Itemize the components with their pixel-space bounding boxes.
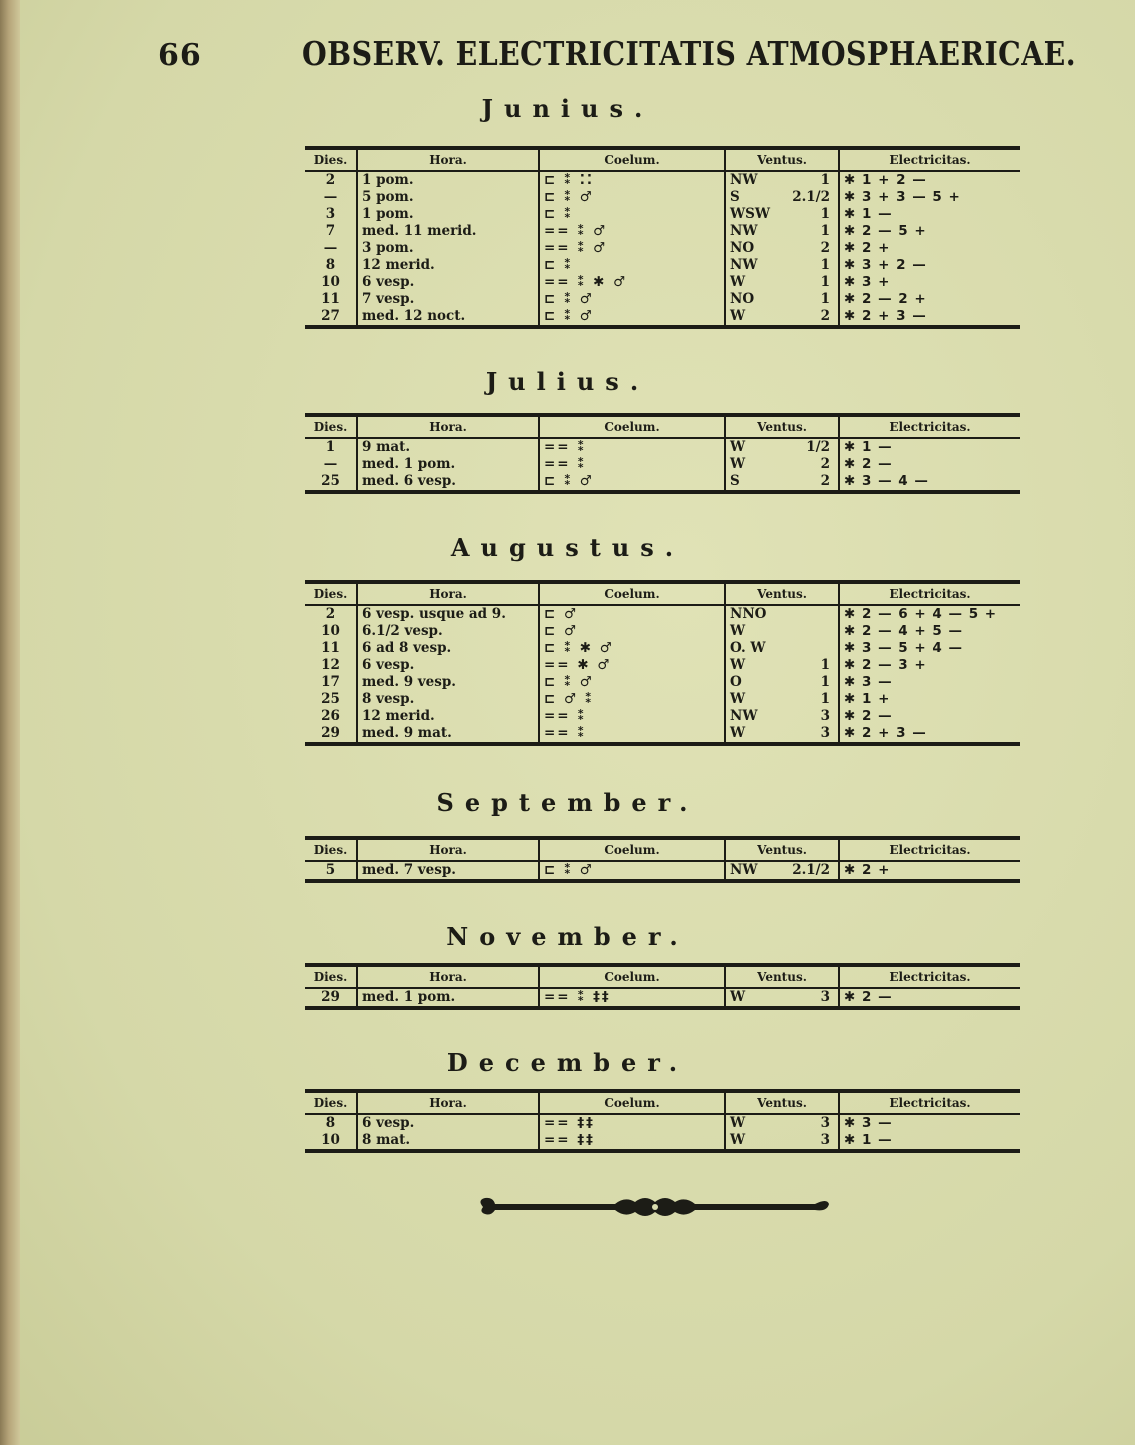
cell-hora: med. 12 noct.	[357, 308, 539, 327]
wind-force: 3	[820, 708, 830, 724]
cell-ventus	[725, 308, 839, 327]
wind-direction: NO	[730, 291, 755, 307]
wind-force: 2	[820, 308, 830, 324]
page-number: 66	[158, 38, 202, 73]
cell-electricitas: ✱ 1 +	[839, 691, 1020, 708]
cell-ventus	[725, 171, 839, 189]
column-header-ventus: Ventus.	[725, 965, 839, 988]
cell-coelum: == ⁑	[539, 456, 725, 473]
cell-electricitas: ✱ 2 — 5 +	[839, 223, 1020, 240]
column-header-coelum: Coelum.	[539, 415, 725, 438]
wind-direction: W	[730, 691, 746, 707]
cell-coelum: ⊏ ⁑ ⁚⁚	[539, 171, 725, 189]
cell-hora: 5 pom.	[357, 189, 539, 206]
wind-force: 1	[820, 657, 830, 673]
cell-electricitas: ✱ 2 — 3 +	[839, 657, 1020, 674]
column-header-coelum: Coelum.	[539, 148, 725, 171]
cell-coelum: == ‡‡	[539, 1114, 725, 1132]
table-december	[305, 1089, 1020, 1153]
cell-electricitas: ✱ 3 —	[839, 1114, 1020, 1132]
cell-electricitas: ✱ 1 —	[839, 206, 1020, 223]
cell-electricitas: ✱ 2 + 3 —	[839, 725, 1020, 744]
cell-coelum: == ⁑	[539, 708, 725, 725]
wind-force: 1/2	[806, 439, 830, 455]
cell-dies: —	[323, 189, 338, 205]
cell-dies: 10	[321, 274, 340, 290]
cell-ventus	[725, 456, 839, 473]
cell-hora: med. 1 pom.	[357, 988, 539, 1008]
cell-coelum: ⊏ ⁑	[539, 206, 725, 223]
table-row	[305, 725, 1020, 744]
table-row	[305, 308, 1020, 327]
cell-electricitas: ✱ 3 —	[839, 674, 1020, 691]
cell-coelum: == ⁑	[539, 725, 725, 744]
column-header-hora: Hora.	[357, 965, 539, 988]
column-header-dies: Dies.	[305, 582, 357, 605]
table-row	[305, 223, 1020, 240]
cell-coelum: ⊏ ⁑ ✱ ♂	[539, 640, 725, 657]
cell-hora: 7 vesp.	[357, 291, 539, 308]
column-header-dies: Dies.	[305, 838, 357, 861]
wind-direction: O. W	[730, 640, 766, 656]
cell-ventus	[725, 861, 839, 881]
column-header-ventus: Ventus.	[725, 415, 839, 438]
table-header-row	[305, 582, 1020, 605]
wind-force: 1	[820, 291, 830, 307]
table-row	[305, 1132, 1020, 1151]
cell-ventus	[725, 640, 839, 657]
wind-direction: O	[730, 674, 742, 690]
cell-hora: 9 mat.	[357, 438, 539, 456]
column-header-hora: Hora.	[357, 415, 539, 438]
column-header-dies: Dies.	[305, 415, 357, 438]
column-header-electricitas: Electricitas.	[839, 838, 1020, 861]
column-header-electricitas: Electricitas.	[839, 582, 1020, 605]
cell-dies: 3	[325, 206, 336, 222]
wind-direction: NW	[730, 223, 758, 239]
cell-ventus	[725, 223, 839, 240]
cell-dies: 26	[321, 708, 340, 724]
cell-electricitas: ✱ 3 + 2 —	[839, 257, 1020, 274]
cell-dies: 5	[325, 862, 336, 878]
cell-hora: 12 merid.	[357, 708, 539, 725]
cell-electricitas: ✱ 3 — 5 + 4 —	[839, 640, 1020, 657]
table-row	[305, 605, 1020, 623]
wind-force: 3	[820, 1132, 830, 1148]
cell-dies: —	[323, 240, 338, 256]
cell-hora: med. 11 merid.	[357, 223, 539, 240]
column-header-coelum: Coelum.	[539, 965, 725, 988]
column-header-ventus: Ventus.	[725, 838, 839, 861]
cell-hora: 6 vesp. usque ad 9.	[357, 605, 539, 623]
wind-direction: S	[730, 189, 740, 205]
table-row	[305, 456, 1020, 473]
wind-direction: W	[730, 274, 746, 290]
wind-force: 1	[820, 691, 830, 707]
cell-electricitas: ✱ 2 + 3 —	[839, 308, 1020, 327]
column-header-dies: Dies.	[305, 148, 357, 171]
cell-dies: 8	[325, 257, 336, 273]
table-header-row	[305, 1091, 1020, 1114]
wind-force: 1	[820, 223, 830, 239]
column-header-electricitas: Electricitas.	[839, 1091, 1020, 1114]
month-title-november: November.	[446, 922, 689, 951]
cell-coelum: ⊏ ⁑ ♂	[539, 308, 725, 327]
table-row	[305, 189, 1020, 206]
ornament-flourish-icon	[475, 1192, 835, 1222]
wind-force: 1	[820, 172, 830, 188]
cell-coelum: == ⁑ ✱ ♂	[539, 274, 725, 291]
wind-force: 1	[820, 674, 830, 690]
cell-ventus	[725, 605, 839, 623]
cell-hora: med. 6 vesp.	[357, 473, 539, 492]
cell-ventus	[725, 240, 839, 257]
cell-dies: 2	[325, 172, 336, 188]
wind-direction: W	[730, 456, 746, 472]
table-november	[305, 963, 1020, 1010]
cell-electricitas: ✱ 2 — 6 + 4 — 5 +	[839, 605, 1020, 623]
wind-direction: W	[730, 623, 746, 639]
table-row	[305, 473, 1020, 492]
table-julius	[305, 413, 1020, 494]
cell-hora: 1 pom.	[357, 206, 539, 223]
wind-direction: W	[730, 989, 746, 1005]
column-header-electricitas: Electricitas.	[839, 415, 1020, 438]
cell-electricitas: ✱ 2 +	[839, 861, 1020, 881]
cell-dies: 29	[321, 725, 340, 741]
cell-ventus	[725, 1114, 839, 1132]
column-header-coelum: Coelum.	[539, 582, 725, 605]
cell-dies: 10	[321, 1132, 340, 1148]
cell-dies: 2	[325, 606, 336, 622]
wind-direction: NO	[730, 240, 755, 256]
cell-dies: 29	[321, 989, 340, 1005]
table-row	[305, 691, 1020, 708]
table-row	[305, 274, 1020, 291]
table-row	[305, 291, 1020, 308]
cell-hora: med. 9 vesp.	[357, 674, 539, 691]
cell-electricitas: ✱ 1 + 2 —	[839, 171, 1020, 189]
wind-force: 2	[820, 240, 830, 256]
wind-direction: W	[730, 725, 746, 741]
cell-hora: 8 mat.	[357, 1132, 539, 1151]
column-header-hora: Hora.	[357, 148, 539, 171]
table-row	[305, 623, 1020, 640]
cell-hora: 3 pom.	[357, 240, 539, 257]
cell-coelum: ⊏ ⁑ ♂	[539, 674, 725, 691]
cell-ventus	[725, 691, 839, 708]
wind-direction: W	[730, 657, 746, 673]
cell-electricitas: ✱ 2 — 4 + 5 —	[839, 623, 1020, 640]
cell-dies: 11	[321, 640, 340, 656]
cell-dies: 10	[321, 623, 340, 639]
cell-ventus	[725, 274, 839, 291]
page-header	[0, 30, 1135, 86]
column-header-hora: Hora.	[357, 838, 539, 861]
table-row	[305, 708, 1020, 725]
column-header-dies: Dies.	[305, 1091, 357, 1114]
cell-coelum: ⊏ ⁑ ♂	[539, 473, 725, 492]
cell-ventus	[725, 291, 839, 308]
month-title-augustus: Augustus.	[450, 533, 685, 562]
column-header-ventus: Ventus.	[725, 148, 839, 171]
wind-force: 3	[820, 989, 830, 1005]
cell-electricitas: ✱ 2 —	[839, 456, 1020, 473]
cell-coelum: == ‡‡	[539, 1132, 725, 1151]
month-title-junius: Junius.	[481, 94, 654, 123]
cell-coelum: == ⁑ ♂	[539, 240, 725, 257]
cell-coelum: ⊏ ♂	[539, 605, 725, 623]
column-header-ventus: Ventus.	[725, 1091, 839, 1114]
wind-force: 3	[820, 1115, 830, 1131]
wind-direction: W	[730, 1132, 746, 1148]
wind-direction: NNO	[730, 606, 767, 622]
cell-electricitas: ✱ 2 +	[839, 240, 1020, 257]
page-binding	[0, 0, 20, 1445]
cell-electricitas: ✱ 2 —	[839, 988, 1020, 1008]
wind-direction: W	[730, 439, 746, 455]
cell-dies: 11	[321, 291, 340, 307]
cell-coelum: ⊏ ⁑	[539, 257, 725, 274]
cell-electricitas: ✱ 2 —	[839, 708, 1020, 725]
month-title-julius: Julius.	[485, 367, 650, 396]
table-row	[305, 674, 1020, 691]
table-header-row	[305, 415, 1020, 438]
cell-dies: 1	[325, 439, 336, 455]
cell-electricitas: ✱ 3 — 4 —	[839, 473, 1020, 492]
table-row	[305, 171, 1020, 189]
column-header-hora: Hora.	[357, 1091, 539, 1114]
cell-hora: 8 vesp.	[357, 691, 539, 708]
cell-electricitas: ✱ 1 —	[839, 1132, 1020, 1151]
cell-ventus	[725, 473, 839, 492]
cell-coelum: == ⁑ ♂	[539, 223, 725, 240]
cell-ventus	[725, 725, 839, 744]
cell-ventus	[725, 708, 839, 725]
cell-dies: 17	[321, 674, 340, 690]
cell-hora: 6 ad 8 vesp.	[357, 640, 539, 657]
cell-coelum: ⊏ ♂	[539, 623, 725, 640]
cell-electricitas: ✱ 3 +	[839, 274, 1020, 291]
wind-direction: S	[730, 473, 740, 489]
cell-coelum: == ⁑	[539, 438, 725, 456]
cell-coelum: ⊏ ⁑ ♂	[539, 291, 725, 308]
cell-dies: 27	[321, 308, 340, 324]
cell-dies: 8	[325, 1115, 336, 1131]
cell-ventus	[725, 674, 839, 691]
cell-coelum: ⊏ ♂ ⁑	[539, 691, 725, 708]
wind-force: 2.1/2	[792, 862, 830, 878]
cell-dies: —	[323, 456, 338, 472]
wind-direction: W	[730, 308, 746, 324]
table-row	[305, 640, 1020, 657]
wind-force: 2	[820, 473, 830, 489]
column-header-hora: Hora.	[357, 582, 539, 605]
cell-ventus	[725, 438, 839, 456]
table-row	[305, 988, 1020, 1008]
cell-hora: 6 vesp.	[357, 274, 539, 291]
cell-hora: 6 vesp.	[357, 1114, 539, 1132]
cell-electricitas: ✱ 3 + 3 — 5 +	[839, 189, 1020, 206]
cell-dies: 12	[321, 657, 340, 673]
wind-direction: WSW	[730, 206, 771, 222]
table-header-row	[305, 965, 1020, 988]
cell-dies: 25	[321, 473, 340, 489]
cell-electricitas: ✱ 1 —	[839, 438, 1020, 456]
cell-ventus	[725, 189, 839, 206]
cell-hora: med. 1 pom.	[357, 456, 539, 473]
cell-ventus	[725, 657, 839, 674]
table-augustus	[305, 580, 1020, 746]
column-header-ventus: Ventus.	[725, 582, 839, 605]
wind-direction: W	[730, 1115, 746, 1131]
cell-ventus	[725, 988, 839, 1008]
wind-force: 1	[820, 274, 830, 290]
column-header-electricitas: Electricitas.	[839, 965, 1020, 988]
month-title-december: December.	[446, 1048, 689, 1077]
column-header-coelum: Coelum.	[539, 1091, 725, 1114]
running-title: OBSERV. ELECTRICITATIS ATMOSPHAERICAE.	[302, 34, 1077, 73]
wind-force: 2	[820, 456, 830, 472]
table-junius	[305, 146, 1020, 329]
table-row	[305, 861, 1020, 881]
cell-ventus	[725, 206, 839, 223]
table-row	[305, 1114, 1020, 1132]
column-header-electricitas: Electricitas.	[839, 148, 1020, 171]
cell-hora: 12 merid.	[357, 257, 539, 274]
table-header-row	[305, 148, 1020, 171]
cell-dies: 7	[325, 223, 336, 239]
table-row	[305, 438, 1020, 456]
wind-force: 3	[820, 725, 830, 741]
cell-hora: 6.1/2 vesp.	[357, 623, 539, 640]
wind-direction: NW	[730, 708, 758, 724]
cell-hora: 1 pom.	[357, 171, 539, 189]
cell-hora: med. 9 mat.	[357, 725, 539, 744]
table-header-row	[305, 838, 1020, 861]
table-row	[305, 657, 1020, 674]
cell-hora: 6 vesp.	[357, 657, 539, 674]
wind-force: 1	[820, 206, 830, 222]
cell-electricitas: ✱ 2 — 2 +	[839, 291, 1020, 308]
cell-dies: 25	[321, 691, 340, 707]
cell-coelum: == ⁑ ‡‡	[539, 988, 725, 1008]
wind-force: 1	[820, 257, 830, 273]
table-row	[305, 257, 1020, 274]
table-row	[305, 240, 1020, 257]
cell-coelum: ⊏ ⁑ ♂	[539, 861, 725, 881]
cell-ventus	[725, 623, 839, 640]
month-title-september: September.	[436, 788, 699, 817]
cell-hora: med. 7 vesp.	[357, 861, 539, 881]
column-header-coelum: Coelum.	[539, 838, 725, 861]
wind-force: 2.1/2	[792, 189, 830, 205]
cell-ventus	[725, 257, 839, 274]
cell-ventus	[725, 1132, 839, 1151]
table-row	[305, 206, 1020, 223]
wind-direction: NW	[730, 257, 758, 273]
wind-direction: NW	[730, 172, 758, 188]
cell-coelum: == ✱ ♂	[539, 657, 725, 674]
table-september	[305, 836, 1020, 883]
wind-direction: NW	[730, 862, 758, 878]
cell-coelum: ⊏ ⁑ ♂	[539, 189, 725, 206]
column-header-dies: Dies.	[305, 965, 357, 988]
